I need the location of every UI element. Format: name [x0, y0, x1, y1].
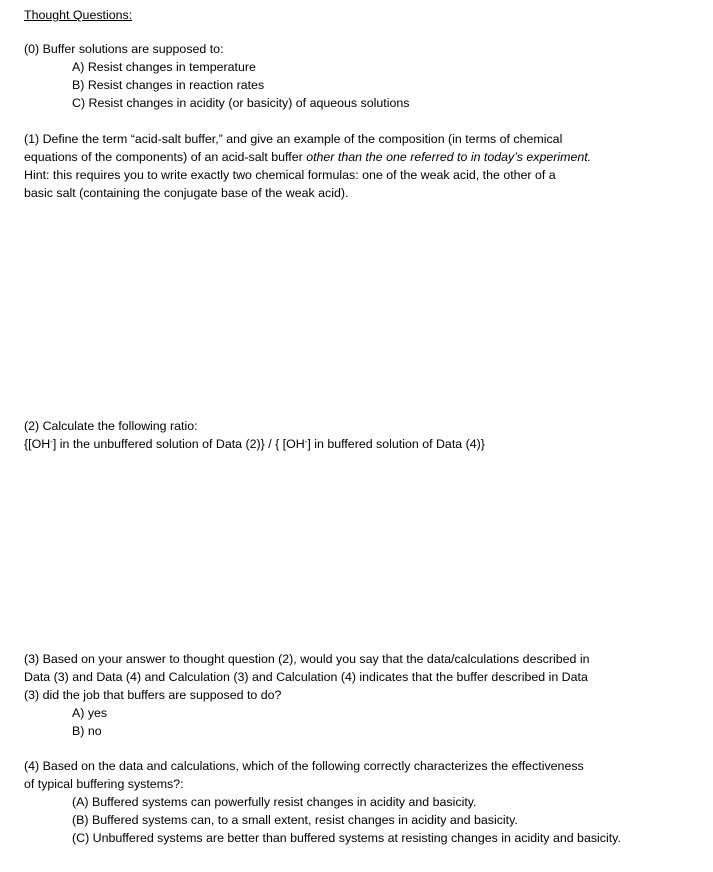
question-3	[24, 650, 664, 740]
question-0-option-c: C) Resist changes in acidity (or basicity) of aqueous solutions	[72, 96, 410, 110]
question-0-option-b: B) Resist changes in reaction rates	[72, 78, 265, 92]
ratio-superscript-2: -	[304, 437, 308, 446]
question-1	[24, 130, 664, 202]
section-heading: Thought Questions:	[24, 8, 133, 22]
question-4-line-1: (4) Based on the data and calculations, which of the following correctly characterizes the effectiveness	[24, 759, 584, 773]
question-0-prompt: (0) Buffer solutions are supposed to:	[24, 42, 224, 56]
question-2-ratio	[24, 435, 664, 453]
question-4-line-2: of typical buffering systems?:	[24, 777, 184, 791]
question-2-line-1: (2) Calculate the following ratio:	[24, 419, 198, 433]
ratio-text-c: ] in buffered solution of Data (4)}	[307, 437, 485, 451]
question-3-line-2: Data (3) and Data (4) and Calculation (3) and Calculation (4) indicates that the buffer described in Data	[24, 670, 588, 684]
question-1-line-3: Hint: this requires you to write exactly two chemical formulas: one of the weak acid, the other of a	[24, 168, 556, 182]
question-4-option-c: (C) Unbuffered systems are better than buffered systems at resisting changes in acidity and basicity.	[72, 831, 621, 845]
ratio-text-b: ] in the unbuffered solution of Data (2)} / { [OH	[52, 437, 305, 451]
ratio-superscript-1: -	[50, 437, 53, 446]
question-0	[24, 40, 664, 112]
question-3-option-a: A) yes	[72, 706, 108, 720]
question-1-line-1: (1) Define the term “acid-salt buffer,” and give an example of the composition (in terms of chemical	[24, 132, 563, 146]
question-1-line-2-italic: other than the one referred to in today’s experiment.	[306, 150, 592, 164]
question-3-line-3: (3) did the job that buffers are supposed to do?	[24, 688, 282, 702]
question-4-option-b: (B) Buffered systems can, to a small extent, resist changes in acidity and basicity.	[72, 813, 518, 827]
question-3-line-1: (3) Based on your answer to thought question (2), would you say that the data/calculations described in	[24, 652, 590, 666]
question-1-line-2-text: equations of the components) of an acid-salt buffer	[24, 150, 307, 164]
question-2	[24, 417, 664, 453]
question-3-option-b: B) no	[72, 724, 102, 738]
question-0-option-a: A) Resist changes in temperature	[72, 60, 256, 74]
question-1-line-4: basic salt (containing the conjugate base of the weak acid).	[24, 186, 349, 200]
question-4	[24, 757, 664, 847]
question-4-option-a: (A) Buffered systems can powerfully resist changes in acidity and basicity.	[72, 795, 477, 809]
question-1-line-2	[24, 148, 664, 166]
ratio-text-a: {[OH	[24, 437, 51, 451]
